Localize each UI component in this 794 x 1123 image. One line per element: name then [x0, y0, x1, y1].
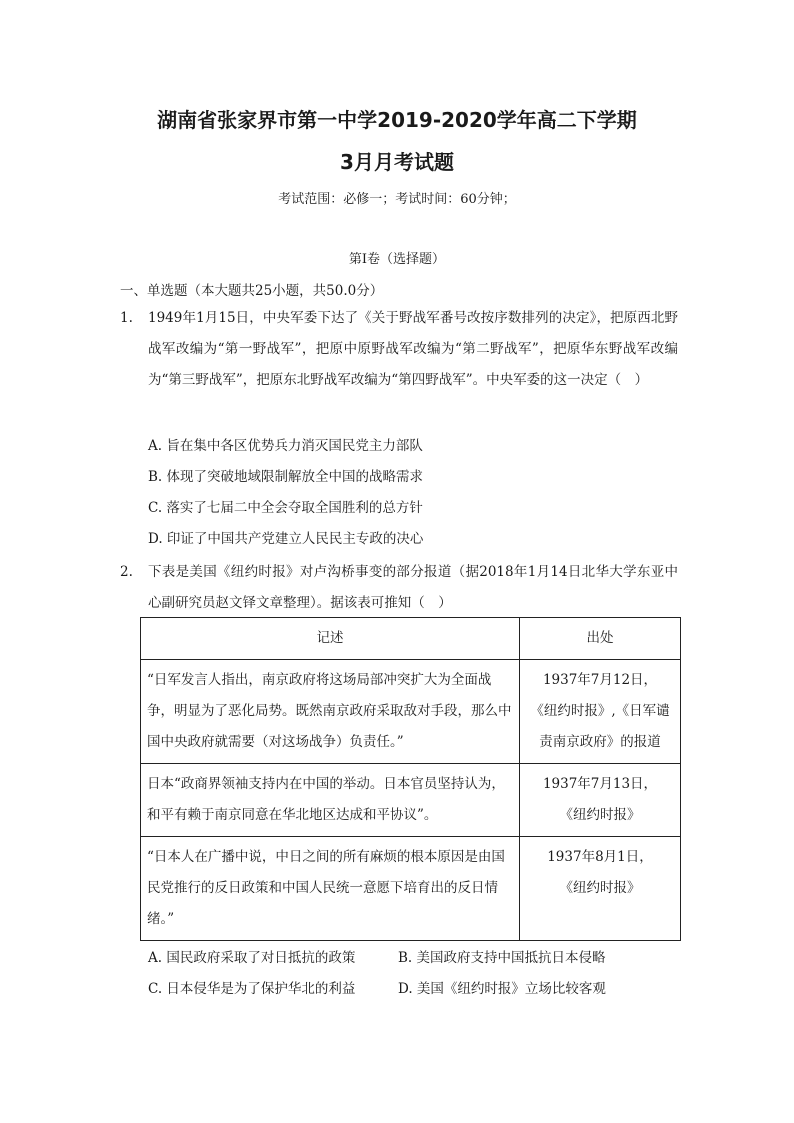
question-1-option-d: D. 印证了中国共产党建立人民民主专政的决心: [148, 531, 424, 547]
exam-title-line1: 湖南省张家界市第一中学2019-2020学年高二下学期: [157, 108, 637, 132]
table-cell-record: “日本人在广播中说，中日之间的所有麻烦的根本原因是由国民党推行的反日政策和中国人民统一意愿下培育出的反日情绪。”: [141, 837, 520, 941]
source-detail: 《纽约时报》: [559, 880, 641, 896]
source-date: 1937年7月12日，: [542, 672, 658, 688]
table-header-row: [141, 618, 681, 660]
source-detail: 《纽约时报》: [559, 807, 641, 823]
question-1-option-b: B. 体现了突破地域限制解放全中国的战略需求: [148, 469, 424, 485]
table-cell-source: [520, 764, 681, 837]
question-2-option-c: C. 日本侵华是为了保护华北的利益: [148, 981, 356, 997]
table-row: [141, 764, 681, 837]
source-detail: 《纽约时报》,《日军谴责南京政府》的报道: [530, 703, 670, 750]
table-cell-record: 日本“政商界领袖支持内在中国的举动。日本官员坚持认为，和平有赖于南京同意在华北地区达成和平协议”。: [141, 764, 520, 837]
question-2-stem: 下表是美国《纽约时报》对卢沟桥事变的部分报道（据2018年1月14日北华大学东亚中心副研究员赵文铎文章整理）。据该表可推知（ ）: [148, 564, 678, 611]
table-cell-record: “日军发言人指出，南京政府将这场局部冲突扩大为全面战争，明显为了恶化局势。既然南京政府采取敌对手段，那么中国中央政府就需要（对这场战争）负责任。”: [141, 660, 520, 764]
section-title: 一、单选题（本大题共25小题，共50.0分）: [120, 283, 384, 299]
question-1-option-c: C. 落实了七届二中全会夺取全国胜利的总方针: [148, 500, 423, 516]
question-1-option-a: A. 旨在集中各区优势兵力消灭国民党主力部队: [148, 438, 423, 454]
table-row: [141, 660, 681, 764]
question-2-option-b: B. 美国政府支持中国抵抗日本侵略: [398, 950, 606, 966]
question-2-number: 2.: [120, 564, 133, 580]
question-1-number: 1.: [120, 310, 133, 326]
volume-title: 第Ⅰ卷（选择题）: [348, 252, 446, 267]
table-header-record: 记述: [141, 618, 520, 660]
table-cell-source: [520, 660, 681, 764]
table-cell-source: [520, 837, 681, 941]
exam-range: 考试范围：必修一；考试时间：60分钟；: [278, 192, 516, 207]
question-1-stem: 1949年1月15日，中央军委下达了《关于野战军番号改按序数排列的决定》，把原西北野战军改编为“第一野战军”，把原中原野战军改编为“第二野战军”，把原华东野战军改编为“第三野战军”，把原东北野战军改编为“第四野战军”。中央军委的这一决定（ ）: [148, 310, 678, 388]
source-date: 1937年7月13日，: [542, 776, 658, 792]
question-2-option-d: D. 美国《纽约时报》立场比较客观: [398, 981, 606, 997]
exam-title-line2: 3月月考试题: [340, 150, 454, 174]
table-header-source: 出处: [520, 618, 681, 660]
report-table: [140, 617, 681, 941]
source-date: 1937年8月1日，: [547, 849, 653, 865]
question-2-option-a: A. 国民政府采取了对日抵抗的政策: [148, 950, 356, 966]
table-row: [141, 837, 681, 941]
